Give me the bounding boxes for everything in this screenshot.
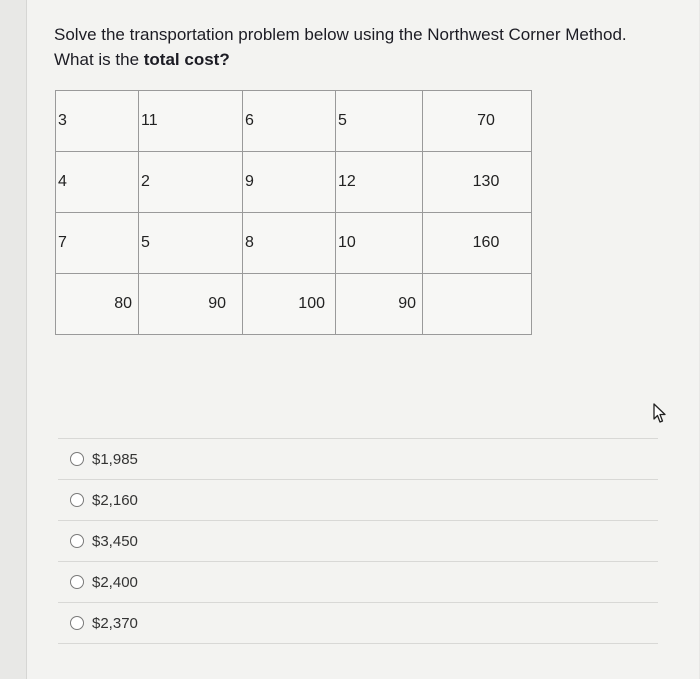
cost-cell: 11: [139, 91, 243, 152]
question-text: [54, 22, 684, 72]
demand-cell: 90: [336, 274, 423, 335]
radio-button-icon[interactable]: [70, 493, 84, 507]
cost-cell: 6: [243, 91, 336, 152]
supply-cell: 70: [423, 91, 532, 152]
cost-cell: 3: [56, 91, 139, 152]
answer-option[interactable]: [58, 521, 658, 562]
transportation-table: [55, 90, 532, 335]
answer-list: [58, 438, 658, 644]
empty-cell: [423, 274, 532, 335]
table-row: [56, 152, 532, 213]
question-line-2-prefix: What is the: [54, 50, 144, 69]
demand-cell: 80: [56, 274, 139, 335]
cost-cell: 10: [336, 213, 423, 274]
answer-option[interactable]: [58, 603, 658, 644]
table-row: [56, 91, 532, 152]
radio-button-icon[interactable]: [70, 534, 84, 548]
cost-cell: 2: [139, 152, 243, 213]
cost-cell: 9: [243, 152, 336, 213]
supply-cell: 160: [423, 213, 532, 274]
cost-cell: 7: [56, 213, 139, 274]
answer-label: $2,370: [92, 614, 138, 632]
question-line-2-bold: total cost?: [143, 50, 230, 69]
demand-row: [56, 274, 532, 335]
cost-cell: 8: [243, 213, 336, 274]
demand-cell: 90: [139, 274, 243, 335]
table-row: [56, 213, 532, 274]
question-line-1: Solve the transportation problem below using the Northwest Corner Method.: [54, 25, 627, 44]
answer-option[interactable]: [58, 438, 658, 480]
radio-button-icon[interactable]: [70, 452, 84, 466]
answer-option[interactable]: [58, 562, 658, 603]
cost-cell: 5: [139, 213, 243, 274]
supply-cell: 130: [423, 152, 532, 213]
cost-cell: 4: [56, 152, 139, 213]
radio-button-icon[interactable]: [70, 616, 84, 630]
radio-button-icon[interactable]: [70, 575, 84, 589]
question-line-2: [54, 47, 684, 72]
answer-label: $1,985: [92, 450, 138, 468]
answer-label: $2,160: [92, 491, 138, 509]
answer-label: $3,450: [92, 532, 138, 550]
demand-cell: 100: [243, 274, 336, 335]
mouse-pointer-icon: [649, 403, 667, 425]
answer-option[interactable]: [58, 480, 658, 521]
cost-cell: 12: [336, 152, 423, 213]
answer-label: $2,400: [92, 573, 138, 591]
cost-cell: 5: [336, 91, 423, 152]
